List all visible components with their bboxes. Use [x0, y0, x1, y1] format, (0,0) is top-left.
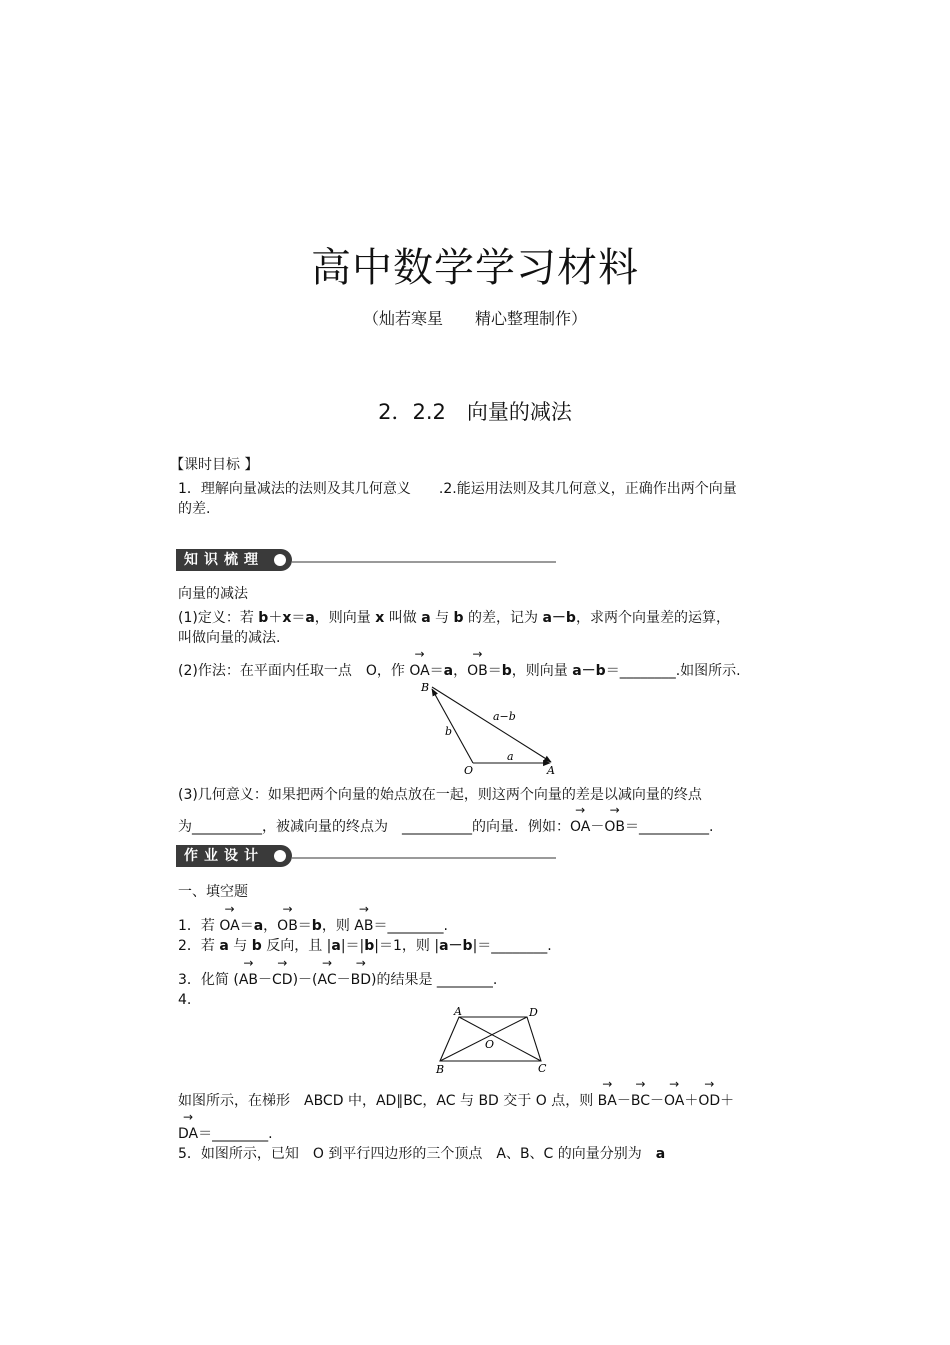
label-b: b	[445, 725, 453, 738]
point-C-label: C	[538, 1062, 547, 1075]
knowledge-heading: 向量的减法	[178, 586, 248, 602]
banner-rule	[292, 561, 556, 563]
label-a: a	[507, 750, 514, 763]
question-2: 2．若 a 与 b 反向，且 |a|＝|b|＝1，则 |a－b|＝________.	[178, 938, 552, 954]
section-title: 2．2.2 向量的减法	[378, 400, 572, 424]
objectives-line-1: 1．理解向量减法的法则及其几何意义 .2.能运用法则及其几何意义，正确作出两个向量	[178, 481, 737, 497]
geometric-meaning-line-1: (3)几何意义：如果把两个向量的始点放在一起，则这两个向量的差是以减向量的终点	[178, 787, 702, 803]
page-subtitle: （灿若寒星 精心整理制作）	[362, 309, 587, 328]
construction-line: (2)作法：在平面内任取一点 O，作 → OA＝a， → OB＝b，则向量 a－b＝________.如图所示.	[178, 647, 741, 679]
question-4-line-2: → DA＝________.	[178, 1110, 273, 1142]
banner-homework	[176, 845, 556, 867]
banner-knowledge-label: 知识梳理	[176, 549, 292, 571]
trapezoid-figure	[430, 1003, 555, 1075]
point-B-label: B	[436, 1063, 445, 1075]
vector-triangle-figure	[415, 678, 565, 778]
definition-line-1: (1)定义：若 b＋x＝a，则向量 x 叫做 a 与 b 的差，记为 a－b，求两个向量差的运算，	[178, 610, 730, 626]
homework-heading: 一、填空题	[178, 884, 248, 900]
question-4-line-1: 如图所示，在梯形 ABCD 中，AD∥BC，AC 与 BD 交于 O 点，则 → BA－ → BC－ → OA＋ → OD＋	[178, 1077, 735, 1109]
geometric-meaning-line-2: 为__________，被减向量的终点为 __________的向量．例如： → OA－ → OB＝__________.	[178, 803, 714, 835]
point-O-label: O	[485, 1038, 495, 1051]
diagonal-BD	[440, 1017, 527, 1061]
point-D-label: D	[529, 1006, 538, 1019]
banner-homework-label: 作业设计	[176, 845, 292, 867]
objectives-line-2: 的差.	[178, 501, 211, 517]
banner-knowledge	[176, 549, 556, 571]
page-title: 高中数学学习材料	[311, 245, 639, 291]
definition-line-2: 叫做向量的减法.	[178, 630, 281, 646]
point-A-label: A	[454, 1005, 462, 1018]
label-a-minus-b: a−b	[493, 710, 516, 723]
question-3: 3．化简 ( → AB－ → CD)－( → AC－ → BD)的结果是 ________.	[178, 956, 498, 988]
point-O-label: O	[464, 764, 474, 777]
question-5: 5．如图所示，已知 O 到平行四边形的三个顶点 A、B、C 的向量分别为 a	[178, 1146, 666, 1162]
question-1: 1．若 → OA＝a， → OB＝b，则 → AB＝________.	[178, 902, 448, 934]
point-B-label: B	[421, 681, 430, 694]
banner-dot-icon	[274, 850, 286, 862]
objectives-label: 【课时目标 】	[170, 457, 259, 473]
point-A-label: A	[547, 764, 555, 777]
banner-dot-icon	[274, 554, 286, 566]
question-4-number: 4.	[178, 992, 192, 1008]
banner-rule	[292, 857, 556, 859]
